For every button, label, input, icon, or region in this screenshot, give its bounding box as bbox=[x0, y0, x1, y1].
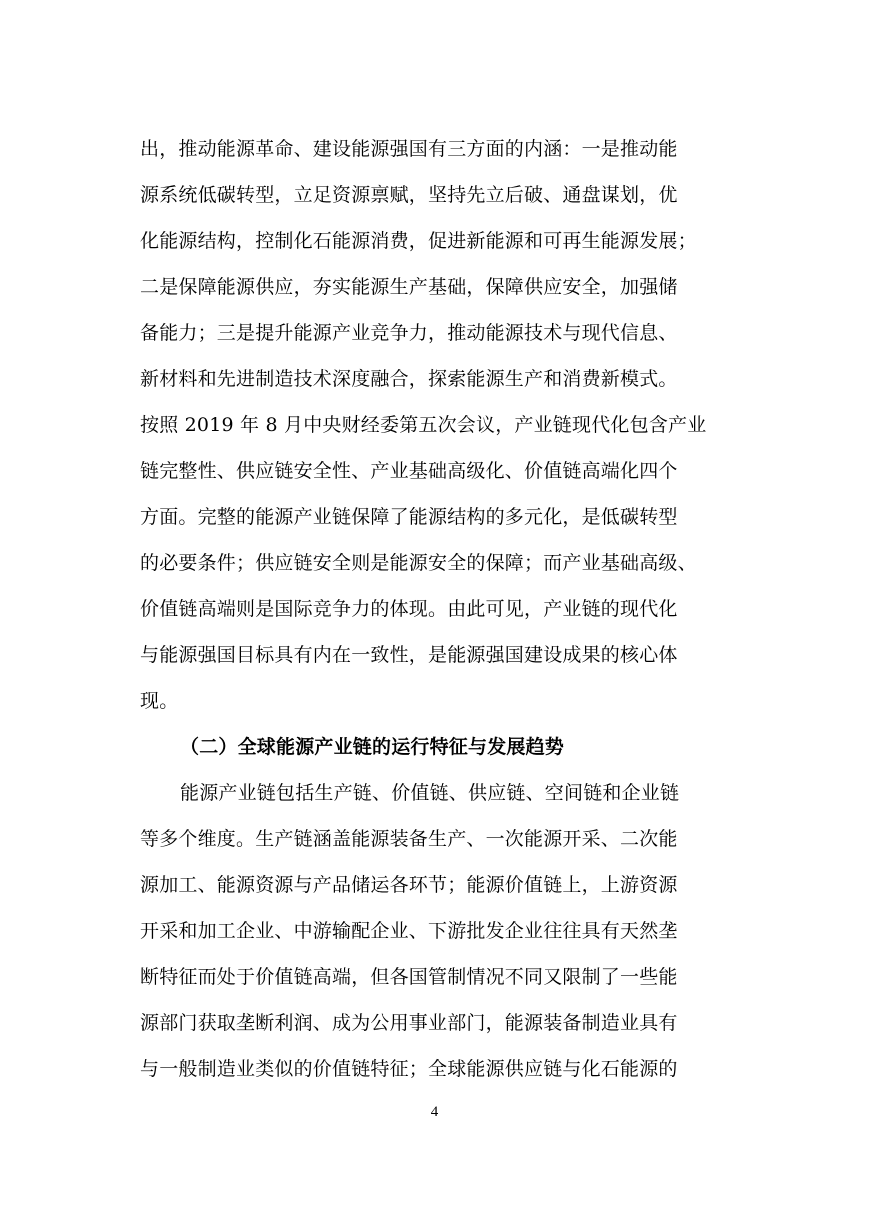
body-text-line: 能源产业链包括生产链、价值链、供应链、空间链和企业链 bbox=[180, 782, 680, 804]
page-number: 4 bbox=[430, 1104, 439, 1120]
body-text-line: 新材料和先进制造技术深度融合，探索能源生产和消费新模式。 bbox=[140, 368, 678, 390]
section-heading: （二）全球能源产业链的运行特征与发展趋势 bbox=[180, 736, 565, 758]
body-text-line: 等多个维度。生产链涵盖能源装备生产、一次能源开采、二次能 bbox=[140, 828, 678, 850]
body-text-line: 二是保障能源供应，夯实能源生产基础，保障供应安全，加强储 bbox=[140, 276, 678, 298]
body-text-line: 与一般制造业类似的价值链特征；全球能源供应链与化石能源的 bbox=[140, 1058, 678, 1080]
body-text-line: 与能源强国目标具有内在一致性，是能源强国建设成果的核心体 bbox=[140, 644, 678, 666]
body-text-line: 备能力；三是提升能源产业竞争力，推动能源技术与现代信息、 bbox=[140, 322, 678, 344]
body-text-line: 按照 2019 年 8 月中央财经委第五次会议，产业链现代化包含产业 bbox=[140, 414, 707, 436]
body-text-line: 源系统低碳转型，立足资源禀赋，坚持先立后破、通盘谋划，优 bbox=[140, 184, 678, 206]
body-text-line: 源加工、能源资源与产品储运各环节；能源价值链上，上游资源 bbox=[140, 874, 678, 896]
body-text-line: 方面。完整的能源产业链保障了能源结构的多元化，是低碳转型 bbox=[140, 506, 678, 528]
body-text-line: 链完整性、供应链安全性、产业基础高级化、价值链高端化四个 bbox=[140, 460, 678, 482]
body-text-line: 出，推动能源革命、建设能源强国有三方面的内涵：一是推动能 bbox=[140, 138, 678, 160]
body-text-line: 断特征而处于价值链高端，但各国管制情况不同又限制了一些能 bbox=[140, 966, 678, 988]
body-text-line: 的必要条件；供应链安全则是能源安全的保障；而产业基础高级、 bbox=[140, 552, 697, 574]
body-text-line: 化能源结构，控制化石能源消费，促进新能源和可再生能源发展； bbox=[140, 230, 697, 252]
body-text-line: 开采和加工企业、中游输配企业、下游批发企业往往具有天然垄 bbox=[140, 920, 678, 942]
body-text-line: 源部门获取垄断利润、成为公用事业部门，能源装备制造业具有 bbox=[140, 1012, 678, 1034]
document-body bbox=[140, 126, 730, 1092]
body-text-line: 现。 bbox=[140, 690, 179, 712]
body-text-line: 价值链高端则是国际竞争力的体现。由此可见，产业链的现代化 bbox=[140, 598, 678, 620]
